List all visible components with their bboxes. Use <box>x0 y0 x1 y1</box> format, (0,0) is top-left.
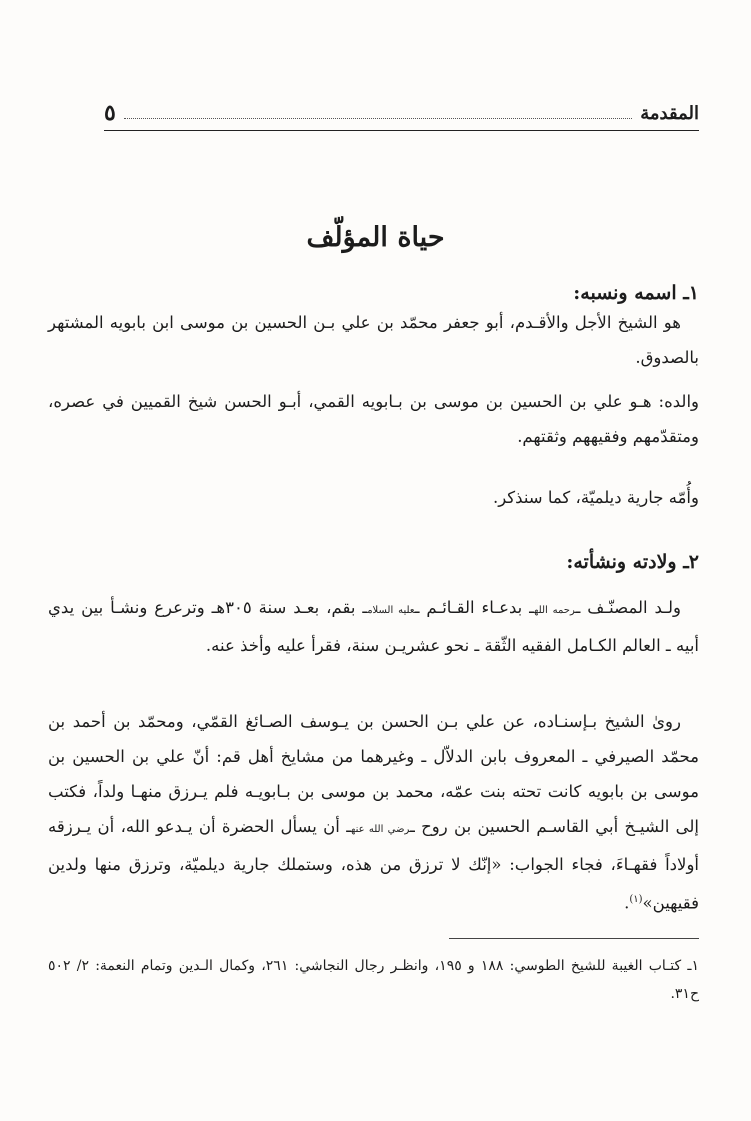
footnote: ١ـ كتـاب الغيبة للشيخ الطوسي: ١٨٨ و ١٩٥، وانظـر رجال النجاشي: ٢٦١، وكمال الـدين وتمام النعمة: ٢/ ٥٠٢ ح٣١. <box>48 958 700 1002</box>
running-header <box>104 96 699 131</box>
footnote-separator <box>449 938 699 939</box>
paragraph-name: هو الشيخ الأجل والأقـدم، أبو جعفر محمّد بن علي بـن الحسين بن موسى ابن بابويه المشتهر بالصدوق. <box>48 313 699 367</box>
honorific-rahimahullah: رحمه الله <box>534 605 576 616</box>
header-title: المقدمة <box>640 103 699 124</box>
honorific-alayhi-salam: عليه السلام <box>367 605 415 616</box>
section-heading-birth-upbringing: ٢ـ ولادته ونشأته: <box>566 551 699 573</box>
chapter-title: حياة المؤلّف <box>306 222 445 253</box>
paragraph-birth: ولـد المصنّـف ـرحمه اللهـ بدعـاء القـائـم ـعليه السلامـ بقم، بعـد سنة ٣٠٥هـ وترعرع ونشـأ بين يدي أبيه ـ العالم الكـامل الفقيه الثّقة ـ نحو عشريـن سنة، فقرأ عليه وأخذ عنه. <box>48 598 699 655</box>
paragraph-father: والده: هـو علي بن الحسين بن موسى بن بـابويه القمي، أبـو الحسن شيخ القميين في عصره، ومتقدّمهم وفقيههم وثقتهم. <box>48 392 699 446</box>
header-dotted-leader <box>124 118 632 119</box>
honorific-radiyallahu: رضي الله عنه <box>351 824 410 835</box>
section-heading-name-lineage: ١ـ اسمه ونسبه: <box>573 282 699 304</box>
page-number: ٥ <box>104 100 116 126</box>
footnote-reference: (١) <box>629 894 643 905</box>
paragraph-narration: روىٰ الشيخ بـإسنـاده، عن علي بـن الحسن بن يـوسف الصـائغ القمّي، ومحمّد بن أحمد بن محمّد الصيرفي ـ المعروف بابن الدلاّل ـ وغيرهما من مشايخ أهل قم: أنّ علي بن الحسين بن موسى بن بابويه كانت تحته بنت عمّه، محمد بن موسى بن بـابويـه فلم يـرزق منهـا ولداً، فكتب إلى الشيـخ أبي القاسـم الحسين بن روح ـرضي الله عنهـ أن يسأل الحضرة أن يـدعو الله، أن يـرزقه أولاداً فقهـاءَ، فجاء الجواب: «إنّك لا ترزق من هذه، وستملك جارية ديلميّة، وترزق منها ولدين فقيهين»$^{(١)}$. <box>48 712 699 913</box>
paragraph-mother: وأُمّه جارية ديلميّة، كما سنذكر. <box>492 488 699 507</box>
